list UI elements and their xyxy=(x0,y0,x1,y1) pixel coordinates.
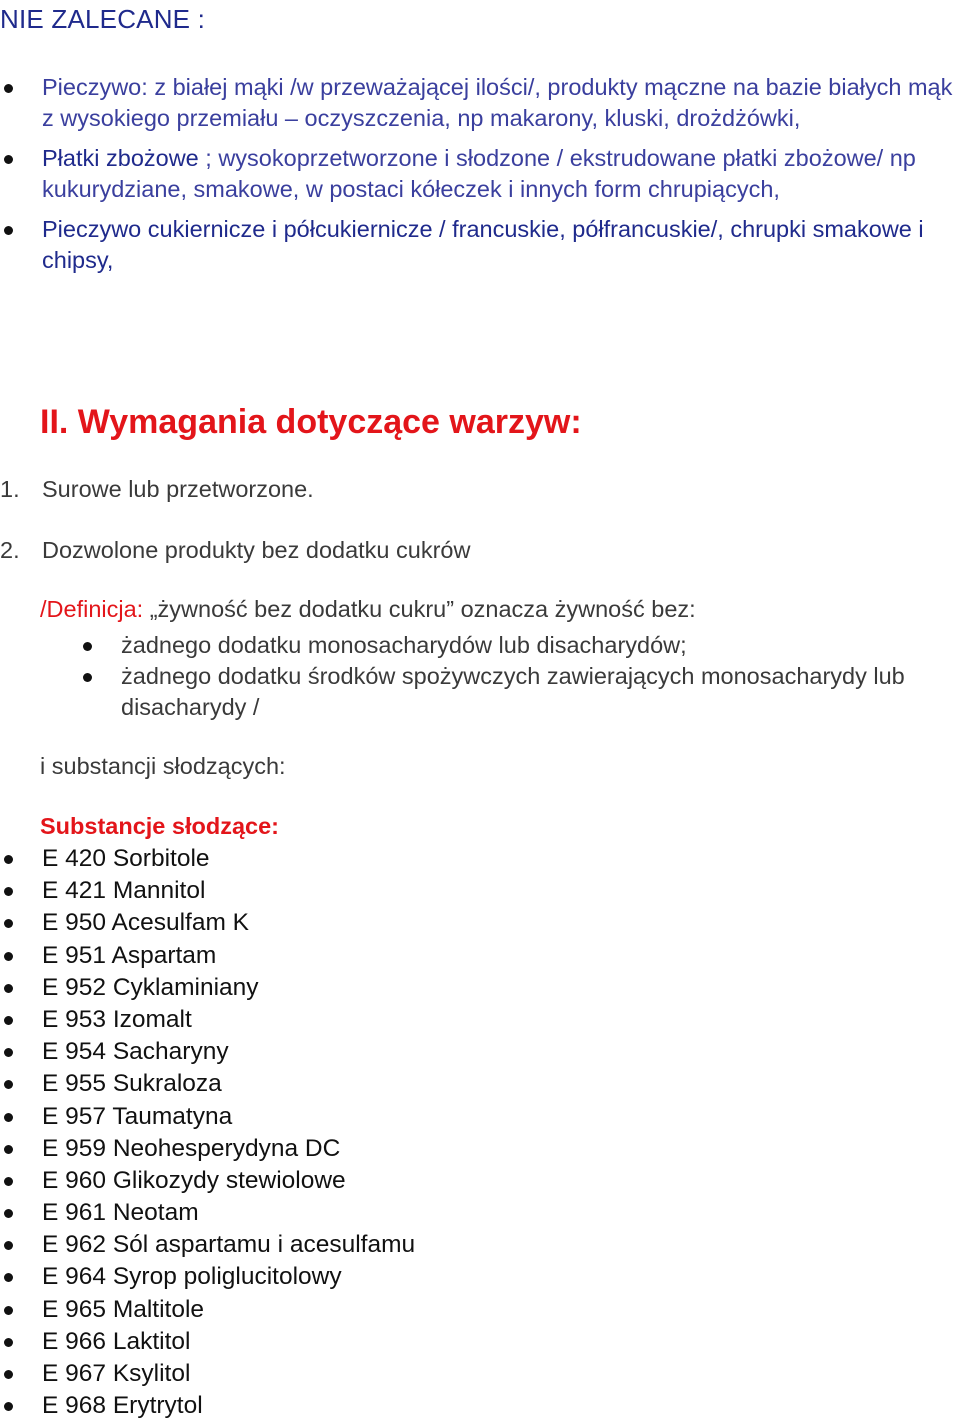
item-text: E 950 Acesulfam K xyxy=(42,909,250,937)
definition-line xyxy=(40,596,696,623)
item-text: ; wysokoprzetworzone i słodzone / ekstrudowane płatki zbożowe/ np kukurydziane, smakowe, w postaci kółeczek i innych form chrupiących, xyxy=(42,145,916,202)
item-text: E 965 Maltitole xyxy=(42,1295,205,1323)
item-number: 2. xyxy=(0,537,20,563)
item-text: / francuskie, półfrancuskie/, chrupki smakowe i chipsy, xyxy=(42,216,924,273)
item-label: Pieczywo cukiernicze i półcukiernicze xyxy=(42,216,433,242)
item-text: żadnego dodatku monosacharydów lub disacharydów; xyxy=(121,632,687,658)
bullet-icon xyxy=(4,1113,13,1122)
list-item xyxy=(0,1036,960,1068)
bullet-icon xyxy=(4,1241,13,1250)
sweeteners-list xyxy=(0,843,960,1422)
item-text: E 954 Sacharyny xyxy=(42,1038,229,1066)
list-item xyxy=(0,1261,960,1293)
item-number: 1. xyxy=(0,476,20,502)
bullet-icon xyxy=(4,1016,13,1025)
list-item xyxy=(0,1133,960,1165)
item-text: Surowe lub przetworzone. xyxy=(42,476,314,502)
bullet-icon xyxy=(4,1048,13,1057)
bullet-icon xyxy=(4,1145,13,1154)
item-text: E 951 Aspartam xyxy=(42,941,217,969)
item-text: E 967 Ksylitol xyxy=(42,1360,191,1387)
item-text: E 964 Syrop poliglucitolowy xyxy=(42,1263,342,1291)
item-label: Pieczywo: xyxy=(42,74,148,100)
bullet-icon xyxy=(4,952,13,961)
definition-text: „żywność bez dodatku cukru” oznacza żywność bez: xyxy=(143,596,696,622)
list-item xyxy=(0,1165,960,1197)
bullet-icon xyxy=(4,84,13,93)
item-text: E 968 Erytrytol xyxy=(42,1392,203,1420)
list-item xyxy=(0,214,960,276)
list-item xyxy=(0,1229,960,1261)
bullet-icon xyxy=(4,1273,13,1282)
item-text: E 960 Glikozydy stewiolowe xyxy=(42,1166,346,1194)
item-text: E 962 Sól aspartamu i acesulfamu xyxy=(42,1231,416,1259)
item-text: E 959 Neohesperydyna DC xyxy=(42,1134,341,1162)
item-text: E 420 Sorbitole xyxy=(42,845,210,872)
list-item xyxy=(0,1358,960,1390)
item-text: E 952 Cyklaminiany xyxy=(42,973,259,1001)
bullet-icon xyxy=(4,984,13,993)
bullet-icon xyxy=(4,919,13,928)
section-title-not-recommended: NIE ZALECANE : xyxy=(0,4,206,34)
substances-line: i substancji słodzących: xyxy=(40,753,286,779)
bullet-icon xyxy=(4,1306,13,1315)
item-text: E 957 Taumatyna xyxy=(42,1102,233,1130)
list-item xyxy=(0,630,960,661)
list-item xyxy=(0,661,960,723)
item-text: E 421 Mannitol xyxy=(42,877,206,905)
bullet-icon xyxy=(4,155,13,164)
section-heading-vegetables: II. Wymagania dotyczące warzyw: xyxy=(40,403,582,441)
not-recommended-list xyxy=(0,72,960,285)
bullet-icon xyxy=(4,1080,13,1089)
list-item xyxy=(0,940,960,972)
list-item xyxy=(0,843,960,875)
bullet-icon xyxy=(4,1402,13,1411)
list-item xyxy=(0,1390,960,1422)
numbered-item-2 xyxy=(0,537,470,564)
bullet-icon xyxy=(83,673,92,682)
bullet-icon xyxy=(4,226,13,235)
list-item xyxy=(0,143,960,205)
numbered-item-1 xyxy=(0,476,314,503)
bullet-icon xyxy=(4,1177,13,1186)
bullet-icon xyxy=(4,1209,13,1218)
bullet-icon xyxy=(4,855,13,864)
item-text: E 953 Izomalt xyxy=(42,1005,192,1033)
list-item xyxy=(0,1326,960,1358)
item-text: z białej mąki /w przeważającej ilości/, produkty mączne na bazie białych mąk z wysokiego przemiału – oczyszczenia, np makarony, kluski, drożdżówki, xyxy=(42,74,953,131)
definition-label: /Definicja: xyxy=(40,596,144,622)
item-text: E 961 Neotam xyxy=(42,1199,199,1227)
item-text: żadnego dodatku środków spożywczych zawierających monosacharydy lub disacharydy / xyxy=(121,663,905,720)
bullet-icon xyxy=(4,1338,13,1347)
bullet-icon xyxy=(4,1370,13,1379)
bullet-icon xyxy=(4,887,13,896)
list-item xyxy=(0,907,960,939)
definition-list xyxy=(0,630,960,723)
list-item xyxy=(0,1294,960,1326)
list-item xyxy=(0,1197,960,1229)
list-item xyxy=(0,72,960,134)
list-item xyxy=(0,1068,960,1100)
list-item xyxy=(0,1004,960,1036)
item-text: Dozwolone produkty bez dodatku cukrów xyxy=(42,537,471,563)
item-label: Płatki zbożowe xyxy=(42,145,199,171)
item-text: E 955 Sukraloza xyxy=(42,1070,222,1098)
list-item xyxy=(0,972,960,1004)
item-text: E 966 Laktitol xyxy=(42,1327,191,1355)
list-item xyxy=(0,1101,960,1133)
sweeteners-heading: Substancje słodzące: xyxy=(40,813,279,839)
bullet-icon xyxy=(83,642,92,651)
list-item xyxy=(0,875,960,907)
